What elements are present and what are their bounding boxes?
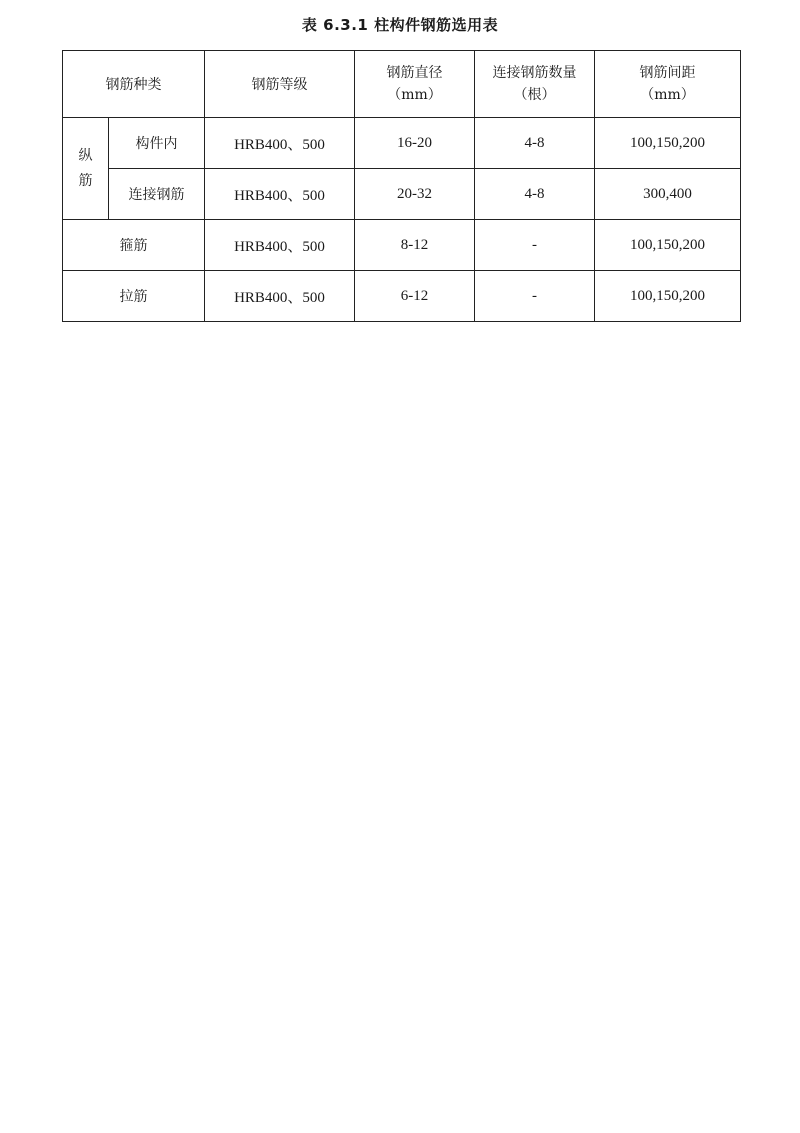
- row-grade: HRB400、500: [205, 169, 355, 220]
- header-rebar-spacing: [595, 51, 741, 118]
- header-row: [63, 51, 741, 118]
- header-diameter-unit: （mm）: [387, 87, 442, 103]
- header-rebar-type: 钢筋种类: [63, 51, 205, 118]
- header-count-label: 连接钢筋数量: [492, 65, 577, 81]
- row-type: 箍筋: [63, 220, 205, 271]
- header-spacing-label: 钢筋间距: [639, 65, 696, 81]
- header-diameter-label: 钢筋直径: [386, 65, 443, 81]
- table-row: [63, 118, 741, 169]
- row-count: 4-8: [475, 118, 595, 169]
- row-grade: HRB400、500: [205, 271, 355, 322]
- row-grade: HRB400、500: [205, 118, 355, 169]
- row-count: 4-8: [475, 169, 595, 220]
- row-spacing: 100,150,200: [595, 118, 741, 169]
- row-count: -: [475, 271, 595, 322]
- group-longitudinal-rebar: [63, 118, 109, 220]
- header-spacing-unit: （mm）: [640, 87, 695, 103]
- row-grade: HRB400、500: [205, 220, 355, 271]
- row-spacing: 100,150,200: [595, 220, 741, 271]
- table-row: [63, 220, 741, 271]
- header-count-unit: （根）: [513, 87, 556, 103]
- table-row: [63, 169, 741, 220]
- row-count: -: [475, 220, 595, 271]
- row-subtype: 构件内: [109, 118, 205, 169]
- header-rebar-diameter: [355, 51, 475, 118]
- row-diameter: 6-12: [355, 271, 475, 322]
- row-spacing: 300,400: [595, 169, 741, 220]
- group-label: 纵筋: [78, 147, 93, 189]
- row-diameter: 8-12: [355, 220, 475, 271]
- header-connection-count: [475, 51, 595, 118]
- row-diameter: 20-32: [355, 169, 475, 220]
- table-row: [63, 271, 741, 322]
- rebar-selection-table: [62, 50, 741, 322]
- row-subtype: 连接钢筋: [109, 169, 205, 220]
- table-caption: 表 6.3.1 柱构件钢筋选用表: [301, 16, 499, 34]
- row-type: 拉筋: [63, 271, 205, 322]
- header-rebar-grade: 钢筋等级: [205, 51, 355, 118]
- row-spacing: 100,150,200: [595, 271, 741, 322]
- row-diameter: 16-20: [355, 118, 475, 169]
